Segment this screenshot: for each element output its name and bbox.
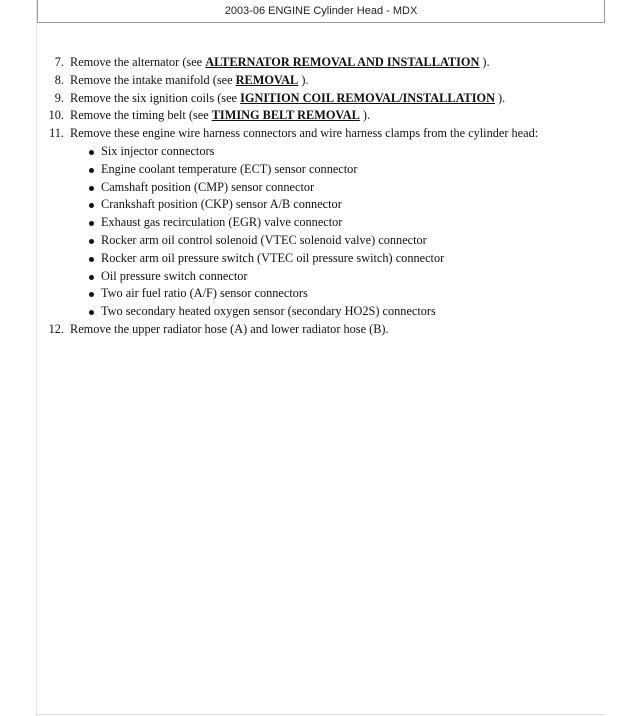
step-text: Remove the six ignition coils (see [70, 90, 241, 105]
page-header-title: 2003-06 ENGINE Cylinder Head - MDX [224, 5, 418, 17]
bullet-icon [89, 275, 94, 280]
step-text: Remove the upper radiator hose (A) and lower radiator hose (B). [70, 321, 389, 336]
step-item [40, 321, 620, 339]
bullet-icon [89, 186, 94, 191]
page-header [37, 0, 605, 23]
list-item [70, 196, 620, 214]
bullet-icon [89, 257, 94, 262]
step-number: 12. [48, 321, 64, 336]
step-item [40, 72, 620, 90]
step-number: 7. [54, 55, 64, 69]
list-item [70, 232, 620, 250]
link-timing-belt-removal[interactable]: TIMING BELT REMOVAL [211, 108, 360, 123]
list-item-text: Engine coolant temperature (ECT) sensor connector [101, 161, 358, 176]
list-item-text: Six injector connectors [101, 143, 215, 158]
list-item [70, 214, 620, 232]
list-item-text: Rocker arm oil control solenoid (VTEC solenoid valve) connector [101, 232, 427, 247]
list-item [70, 161, 620, 179]
page-left-border [36, 0, 37, 716]
bullet-icon [89, 150, 94, 155]
step-item [40, 125, 620, 321]
step-text-end: ). [479, 55, 490, 69]
page-bottom-border [36, 714, 605, 715]
list-item [70, 285, 620, 303]
list-item-text: Two secondary heated oxygen sensor (secondary HO2S) connectors [101, 304, 436, 319]
bullet-icon [89, 168, 94, 173]
bullet-icon [89, 292, 94, 297]
step-text: Remove the intake manifold (see [70, 72, 236, 87]
list-item-text: Rocker arm oil pressure switch (VTEC oil pressure switch) connector [101, 250, 445, 265]
bullet-icon [89, 203, 94, 208]
link-ignition-coil-removal[interactable]: IGNITION COIL REMOVAL/INSTALLATION [240, 90, 495, 105]
step-number: 10. [48, 108, 64, 123]
bullet-icon [89, 221, 94, 226]
step-text: Remove the timing belt (see [70, 108, 212, 123]
list-item-text: Camshaft position (CMP) sensor connector [101, 179, 315, 194]
step-text: Remove the alternator (see [70, 55, 206, 69]
list-item [70, 250, 620, 268]
bullet-icon [89, 239, 94, 244]
bullet-icon [89, 310, 94, 315]
list-item [70, 143, 620, 161]
list-item [70, 268, 620, 286]
connector-list [70, 143, 620, 321]
link-intake-manifold-removal[interactable]: REMOVAL [235, 72, 299, 87]
step-text-end: ). [298, 72, 309, 87]
step-text-end: ). [494, 90, 506, 105]
step-item [40, 90, 620, 108]
list-item [70, 179, 620, 197]
step-item [40, 54, 620, 72]
step-text-end: ). [359, 108, 371, 123]
step-number: 9. [54, 90, 64, 105]
list-item [70, 303, 620, 321]
list-item-text: Two air fuel ratio (A/F) sensor connectors [101, 286, 308, 301]
link-alternator-removal[interactable]: ALTERNATOR REMOVAL AND INSTALLATION [205, 55, 480, 69]
procedure-steps [40, 54, 620, 339]
step-number: 8. [54, 72, 64, 87]
step-number: 11. [49, 126, 64, 141]
step-item [40, 107, 620, 125]
list-item-text: Crankshaft position (CKP) sensor A/B connector [101, 197, 342, 212]
list-item-text: Oil pressure switch connector [101, 268, 248, 283]
list-item-text: Exhaust gas recirculation (EGR) valve connector [101, 215, 343, 230]
step-text: Remove these engine wire harness connectors and wire harness clamps from the cylinder head: [70, 126, 539, 141]
